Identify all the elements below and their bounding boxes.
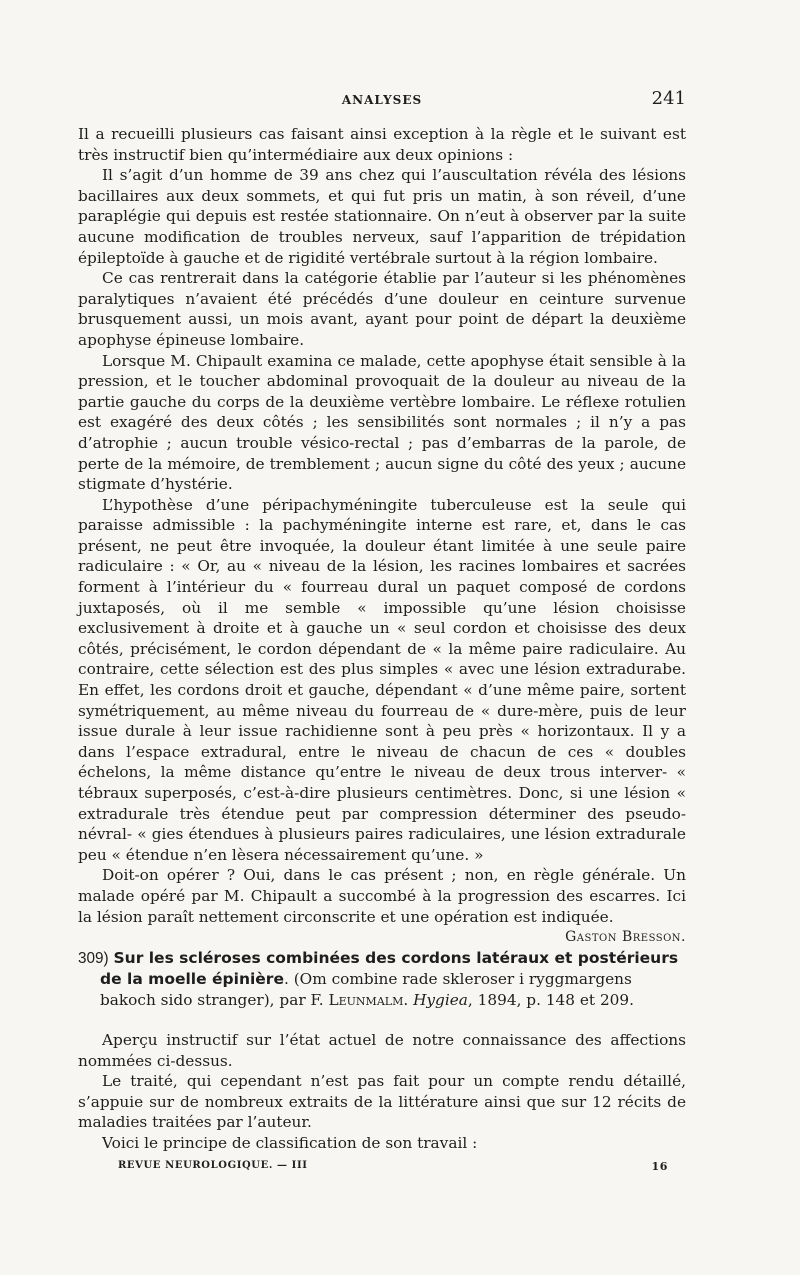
running-title: ANALYSES bbox=[341, 93, 423, 107]
paragraph: Aperçu instructif sur l’état actuel de notre connaissance des affections nommées ci-dessus. bbox=[78, 1031, 686, 1070]
paragraph: Il a recueilli plusieurs cas faisant ainsi exception à la règle et le suivant est très instructif bien qu’intermédiaire aux deux opinions : bbox=[78, 125, 686, 164]
article-review-body bbox=[78, 124, 686, 948]
author-name: F. Leunmalm. bbox=[310, 991, 409, 1009]
page-footer bbox=[118, 1160, 668, 1178]
section-number: 309) bbox=[78, 950, 109, 967]
signature-number: 16 bbox=[651, 1160, 668, 1173]
paragraph: Le traité, qui cependant n’est pas fait pour un compte rendu détaillé, s’appuie sur de nombreux extraits de la littérature ainsi que sur 12 récits de maladies traitées par l’auteur. bbox=[78, 1072, 686, 1132]
journal-name: Hygiea bbox=[413, 991, 468, 1009]
original-title: . (Om combine rade skleroser i ryggmargens bakoch sido stranger), par bbox=[100, 970, 632, 1009]
page-header bbox=[78, 88, 686, 112]
citation: , 1894, p. 148 et 209. bbox=[467, 991, 634, 1009]
paragraph: Il s’agit d’un homme de 39 ans chez qui l’auscultation révéla des lésions bacillaires aux deux sommets, et qui fut pris un matin, à son réveil, d’une paraplégie qui depuis est restée stationnaire. On n’eut à observer par la suite aucune modification de troubles nerveux, sauf l’apparition de trépidation épileptoïde à gauche et de rigidité vertébrale surtout à la région lombaire. bbox=[78, 166, 686, 267]
page-number: 241 bbox=[651, 88, 686, 109]
section-title: Sur les scléroses combinées des cordons latéraux et postérieurs bbox=[113, 949, 679, 967]
paragraph: Voici le principe de classification de son travail : bbox=[102, 1133, 478, 1152]
section-title-cont: de la moelle épinière bbox=[100, 970, 284, 988]
paragraph: Ce cas rentrerait dans la catégorie établie par l’auteur si les phénomènes paralytiques n’avaient été précédés d’une douleur en ceinture survenue brusquement aussi, un mois avant, ayant pour point de départ la deuxième apophyse épineuse lombaire. bbox=[78, 269, 686, 349]
paragraph: Lorsque M. Chipault examina ce malade, cette apophyse était sensible à la pression, et le toucher abdominal provoquait de la douleur au niveau de la partie gauche du corps de la deuxième vertèbre lombaire. Le réflexe rotulien est exagéré des deux côtés ; les sensibilités sont normales ; il n’y a pas d’atrophie ; aucun trouble vésico-rectal ; pas d’embarras de la parole, de perte de la mémoire, de tremblement ; aucun signe du côté des yeux ; aucune stigmate d’hystérie. bbox=[78, 351, 686, 494]
section-heading bbox=[78, 948, 686, 1011]
footer-journal: REVUE NEUROLOGIQUE. — III bbox=[118, 1160, 308, 1171]
paragraph: Doit-on opérer ? Oui, dans le cas présent ; non, en règle générale. Un malade opéré par M. Chipault a succombé à la progression des escarres. Ici la lésion paraît nettement circonscrite et une opération est indiquée. bbox=[78, 866, 686, 926]
section-body bbox=[78, 1030, 686, 1154]
paragraph: L’hypothèse d’une péripachyméningite tuberculeuse est la seule qui paraisse admissible : la pachyméningite interne est rare, et, dans le cas présent, ne peut être invoquée, la douleur étant limitée à une seule paire radiculaire : « Or, au « niveau de la lésion, les racines lombaires et sacrées forment à l’intérieur du « fourreau dural un paquet composé de cordons juxtaposés, où il me semble « impossible qu’une lésion choisisse exclusivement à droite et à gauche un « seul cordon et choisisse des deux côtés, précisément, le cordon dépendant de « la même paire radiculaire. Au contraire, cette sélection est des plus simples « avec une lésion extradurabe. En effet, les cordons droit et gauche, dépendant « d’une même paire, sortent symétriquement, au même niveau du fourreau de « dure-mère, puis de leur issue durale à leur issue rachidienne sont à peu près « horizontaux. Il y a dans l’espace extradural, entre le niveau de chacun de ces « doubles échelons, la même distance qu’entre le niveau de deux trous interver- « tébraux superposés, c’est-à-dire plusieurs centimètres. Donc, si une lésion « extradurale très étendue peut par compression déterminer des pseudo-névral- « gies étendues à plusieurs paires radiculaires, une lésion extradurale peu « étendue n’en lèsera nécessairement qu’une. » bbox=[78, 495, 686, 864]
author-signature: Gaston Bresson. bbox=[565, 929, 686, 946]
